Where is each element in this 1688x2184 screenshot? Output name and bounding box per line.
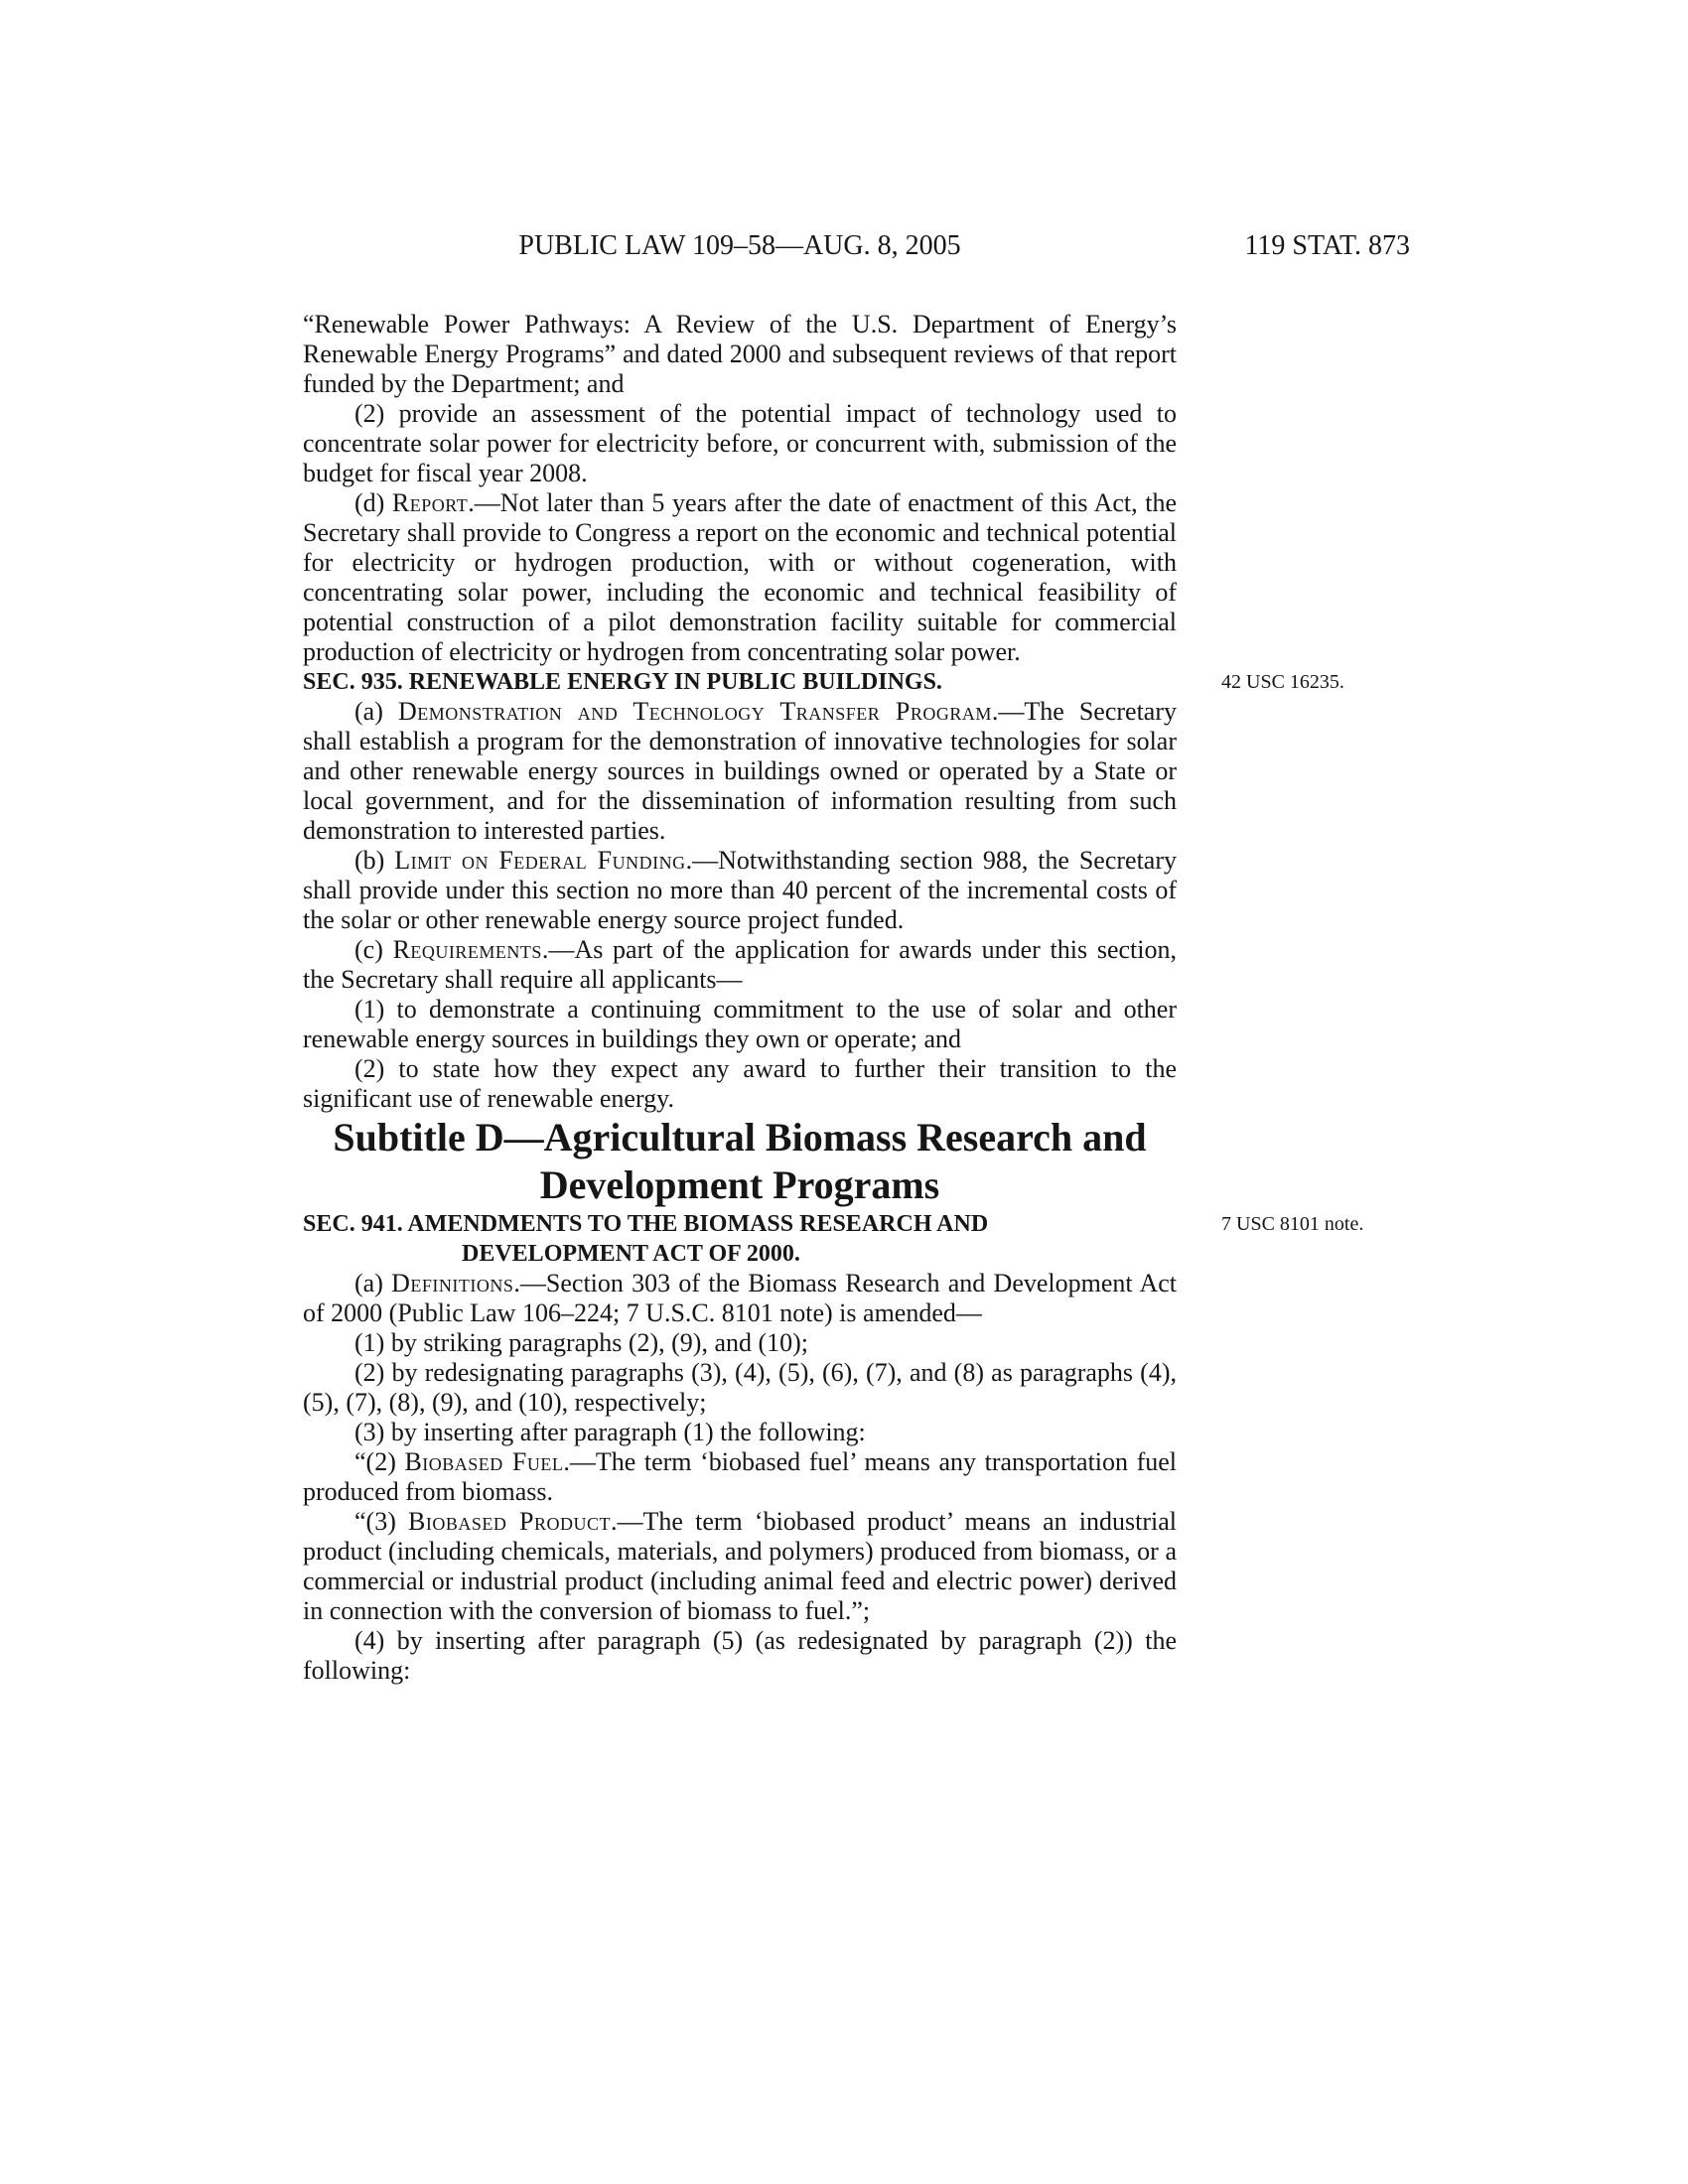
section-941-heading: SEC. 941. AMENDMENTS TO THE BIOMASS RESEARCH AND DEVELOPMENT ACT OF 2000. [303,1211,989,1267]
clause-text: .—Notwithstanding section 988, the Secretary shall provide under this section no more than 40 percent of the incremental costs of the solar or other renewable energy source project funded. [303,846,1177,934]
para-renewable-pathways: “Renewable Power Pathways: A Review of the U.S. Department of Energy’s Renewable Energy Programs” and dated 2000 and subsequent reviews of that report funded by the Department; and [303,310,1177,398]
subsection-a-definitions [303,1269,1177,1328]
quoted-para-2-biobased-fuel [303,1447,1177,1507]
clause-text: .—As part of the application for awards under this section, the Secretary shall require all applicants— [303,935,1177,994]
small-caps-term: Requirements [392,935,542,964]
clause-designator: “(2) [354,1447,405,1476]
clause-1-striking: (1) by striking paragraphs (2), (9), and (10); [354,1328,809,1357]
clause-text: .—The term ‘biobased fuel’ means any transportation fuel produced from biomass. [303,1447,1178,1506]
subsection-c-requirements [303,935,1177,995]
uscode-margin-note-935: 42 USC 16235. [1221,671,1344,693]
clause-1-commitment: (1) to demonstrate a continuing commitment to the use of solar and other renewable energy sources in buildings they own or operate; and [303,995,1177,1053]
stat-page-number: 119 STAT. 873 [1244,230,1410,261]
clause-text: .—Not later than 5 years after the date of enactment of this Act, the Secretary shall provide to Congress a report on the economic and technical potential for electricity or hydrogen production, with or without cogeneration, with concentrating solar power, including the economic and technical feasibility of potential construction of a pilot demonstration facility suitable for commercial production of electricity or hydrogen from concentrating solar power. [303,488,1177,666]
section-941 [303,1209,1364,1269]
clause-designator: (a) [354,1269,392,1297]
clause-designator: (a) [354,697,398,726]
small-caps-term: Biobased Fuel [404,1447,564,1476]
subsection-b-limit [303,846,1177,935]
clause-2-assessment: (2) provide an assessment of the potential impact of technology used to concentrate solar power for electricity before, or concurrent with, submission of the budget for fiscal year 2008. [303,399,1177,487]
subsection-d-report [303,488,1177,667]
small-caps-term: Biobased Product [408,1507,612,1536]
small-caps-term: Limit on Federal Funding [394,846,686,875]
clause-2-redesignating: (2) by redesignating paragraphs (3), (4), (5), (6), (7), and (8) as paragraphs (4), (5), (7), (8), (9), and (10), respectively; [303,1358,1177,1417]
page-header [303,230,1410,266]
clause-2-transition: (2) to state how they expect any award to further their transition to the significant use of renewable energy. [303,1054,1177,1113]
section-935 [303,667,1344,697]
subsection-a-demonstration [303,697,1177,846]
small-caps-term: Demonstration and Technology Transfer Program [397,697,992,726]
uscode-margin-note-941: 7 USC 8101 note. [1221,1213,1364,1235]
clause-designator: (c) [354,935,393,964]
clause-3-inserting: (3) by inserting after paragraph (1) the following: [354,1418,866,1446]
small-caps-term: Report [391,488,469,517]
document-body [303,310,1364,1686]
clause-text: .—Section 303 of the Biomass Research and Development Act of 2000 (Public Law 106–224; 7 U.S.C. 8101 note) is amended— [303,1269,1177,1327]
clause-text: .—The term ‘biobased product’ means an industrial product (including chemicals, materials, and polymers) produced from biomass, or a commercial or industrial product (including animal feed and electric power) derived in connection with the conversion of biomass to fuel.”; [303,1507,1177,1625]
clause-designator: (d) [354,488,392,517]
law-title: PUBLIC LAW 109–58—AUG. 8, 2005 [518,230,961,261]
quoted-para-3-biobased-product [303,1507,1177,1626]
small-caps-term: Definitions [391,1269,514,1297]
clause-text: .—The Secretary shall establish a program for the demonstration of innovative technologies for solar and other renewable energy sources in buildings owned or operated by a State or local government, and for the dissemination of information resulting from such demonstration to interested parties. [303,697,1178,845]
subtitle-d-heading: Subtitle D—Agricultural Biomass Research and Development Programs [333,1115,1147,1207]
clause-designator: “(3) [354,1507,409,1536]
clause-designator: (b) [354,846,395,875]
clause-4-inserting: (4) by inserting after paragraph (5) (as redesignated by paragraph (2)) the following: [303,1626,1177,1685]
section-935-heading: SEC. 935. RENEWABLE ENERGY IN PUBLIC BUILDINGS. [303,669,942,695]
